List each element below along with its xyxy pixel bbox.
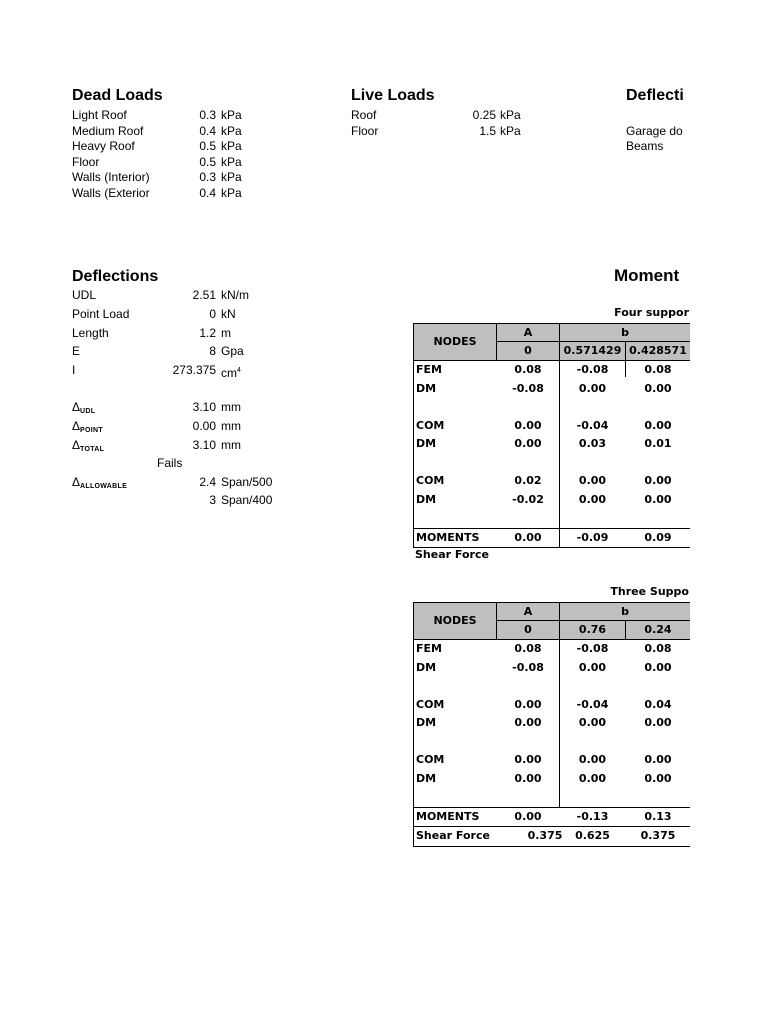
cell: 0.08 [514, 363, 542, 376]
moment-title: Moment [614, 266, 680, 285]
delta-allowable-unit: Span/500 [221, 474, 273, 489]
delta-subscript: POINT [80, 427, 103, 434]
delta-allowable-alt-value: 3 [209, 493, 216, 507]
row-label: MOMENTS [416, 530, 480, 544]
dead-load-value: 0.3 [199, 108, 216, 122]
cell: -0.04 [576, 697, 609, 711]
node-a-df: 0 [497, 342, 560, 360]
table-row [414, 435, 690, 454]
udl-unit: kN/m [221, 288, 249, 302]
cell: 0.00 [644, 716, 672, 729]
dead-load-label: Light Roof [72, 108, 127, 122]
length-label: Length [72, 325, 109, 340]
cell: 0.00 [578, 381, 607, 395]
column-divider [559, 361, 560, 547]
cell: 0.00 [644, 418, 672, 432]
nodes-header: NODES [414, 324, 497, 360]
cell: 0.625 [575, 829, 610, 842]
dead-load-value: 0.4 [199, 123, 216, 138]
row-label: DM [416, 381, 437, 395]
table-row [414, 714, 690, 733]
e-label: E [72, 344, 81, 358]
i-unit-base: cm [221, 366, 237, 380]
live-load-unit: kPa [500, 108, 521, 122]
e-unit: Gpa [221, 344, 244, 358]
row-label: COM [416, 474, 445, 487]
table-header [414, 324, 690, 361]
cell: -0.08 [512, 660, 544, 674]
dead-load-label: Heavy Roof [72, 139, 135, 153]
delta-udl-unit: mm [221, 400, 241, 414]
spacer-row [414, 398, 690, 417]
cell: 0.00 [514, 771, 542, 785]
live-load-label: Floor [351, 123, 379, 138]
table-row [414, 640, 690, 659]
cell: -0.13 [576, 809, 609, 823]
delta-total-label [72, 438, 104, 457]
cell: 0.08 [644, 642, 672, 655]
node-b-df-right: 0.428571 [629, 344, 687, 357]
delta-point-value: 0.00 [192, 419, 216, 433]
dead-load-value: 0.5 [199, 139, 216, 153]
live-loads-title: Live Loads [351, 87, 435, 104]
dead-load-unit: kPa [221, 123, 242, 138]
dead-load-unit: kPa [221, 185, 242, 200]
delta-subscript: UDL [80, 408, 96, 415]
cell: 0.00 [644, 381, 672, 395]
cell: 0.00 [514, 530, 542, 544]
deflection-status: Fails [157, 456, 183, 470]
dead-load-label: Floor [72, 154, 100, 169]
live-load-value: 1.5 [479, 123, 496, 138]
row-label: DM [416, 771, 437, 785]
node-b-df-left: 0.571429 [560, 342, 626, 360]
cell: 0.04 [644, 697, 672, 711]
delta-total-unit: mm [221, 437, 241, 452]
delta-allowable-alt-unit: Span/400 [221, 493, 273, 507]
point-load-value: 0 [209, 307, 216, 321]
node-a-header: A [497, 603, 560, 621]
four-support-caption: Four suppor [614, 306, 689, 319]
length-value: 1.2 [199, 325, 216, 340]
cell: 0.00 [644, 771, 672, 785]
cell: -0.08 [512, 381, 544, 395]
spacer-row [414, 509, 690, 528]
cell: 0.01 [644, 437, 672, 450]
table-row [414, 491, 690, 510]
cell: 0.00 [514, 753, 542, 766]
dead-load-unit: kPa [221, 139, 242, 153]
row-label: FEM [416, 363, 442, 376]
delta-symbol: Δ [72, 474, 81, 489]
dead-load-label: Walls (Interior) [72, 170, 150, 184]
dead-load-value: 0.4 [199, 185, 216, 200]
moments-row [414, 807, 690, 828]
delta-subscript: ALLOWABLE [80, 482, 128, 490]
column-divider [559, 640, 560, 808]
deflection-limits-title: Deflecti [626, 87, 684, 104]
delta-symbol: Δ [72, 400, 81, 414]
shear-force-row [414, 827, 690, 846]
node-b-df-left: 0.76 [560, 621, 626, 639]
dead-load-value: 0.5 [199, 154, 216, 169]
delta-allowable-label [72, 475, 127, 494]
cell: 0.03 [578, 437, 607, 450]
udl-label: UDL [72, 288, 97, 302]
i-value: 273.375 [172, 363, 216, 377]
three-support-table [413, 602, 690, 847]
cell: 0.09 [644, 530, 672, 544]
cell: 0.00 [644, 492, 672, 506]
cell: 0.00 [644, 474, 672, 487]
cell: -0.04 [576, 418, 609, 432]
delta-symbol: Δ [72, 419, 81, 433]
cell-divider [625, 361, 626, 377]
cell: 0.00 [644, 660, 672, 674]
delta-point-label [72, 419, 103, 438]
live-load-value: 0.25 [472, 108, 496, 122]
nodes-header: NODES [414, 603, 497, 639]
delta-udl-value: 3.10 [192, 400, 216, 414]
live-load-label: Roof [351, 108, 377, 122]
moments-row [414, 528, 690, 548]
delta-symbol: Δ [72, 437, 81, 452]
shear-force-label: Shear Force [415, 548, 489, 561]
row-label: COM [416, 418, 445, 432]
cell: -0.02 [512, 492, 544, 506]
cell: 0.00 [514, 437, 542, 450]
i-label: I [72, 363, 76, 377]
udl-value: 2.51 [192, 288, 216, 302]
row-label: COM [416, 697, 445, 711]
cell: 0.00 [578, 716, 607, 729]
node-b-df-right: 0.24 [644, 623, 672, 636]
e-value: 8 [209, 344, 216, 358]
cell: 0.00 [578, 753, 607, 766]
delta-udl-label [72, 400, 95, 419]
i-unit [221, 363, 241, 381]
cell: -0.09 [576, 530, 609, 544]
row-label: DM [416, 660, 437, 674]
row-label: COM [416, 753, 445, 766]
spacer-row [414, 733, 690, 752]
cell: 0.00 [514, 697, 542, 711]
cell: -0.08 [576, 642, 609, 655]
length-unit: m [221, 325, 231, 340]
row-label: Shear Force [416, 829, 490, 842]
point-load-unit: kN [221, 307, 236, 321]
row-label: DM [416, 437, 437, 450]
table-row [414, 472, 690, 491]
deflection-limit-label: Beams [626, 139, 664, 153]
spacer-row [414, 677, 690, 696]
point-load-label: Point Load [72, 307, 130, 321]
dead-load-value: 0.3 [199, 170, 216, 184]
row-label: DM [416, 492, 437, 506]
cell: 0.375 [527, 829, 563, 842]
delta-subscript: TOTAL [80, 445, 105, 453]
node-a-header: A [497, 324, 560, 342]
dead-load-unit: kPa [221, 154, 242, 169]
dead-loads-title: Dead Loads [72, 87, 163, 104]
cell: 0.13 [644, 809, 672, 823]
node-a-df: 0 [497, 621, 560, 639]
dead-load-label: Walls (Exterior [72, 185, 150, 200]
dead-load-label: Medium Roof [72, 123, 144, 138]
cell: 0.00 [578, 771, 607, 785]
node-b-header: b [560, 324, 690, 342]
row-label: MOMENTS [416, 809, 480, 823]
i-unit-exponent: 4 [237, 367, 241, 374]
cell: 0.00 [644, 753, 672, 766]
cell: 0.08 [514, 642, 542, 655]
table-row [414, 659, 690, 678]
delta-total-value: 3.10 [192, 437, 216, 452]
row-label: FEM [416, 642, 442, 655]
spacer-row [414, 788, 690, 807]
cell: 0.375 [640, 829, 676, 842]
cell: 0.08 [644, 363, 672, 376]
delta-allowable-value: 2.4 [199, 474, 216, 489]
row-label: DM [416, 716, 437, 729]
cell: 0.00 [578, 474, 607, 487]
table-header [414, 603, 690, 640]
dead-load-unit: kPa [221, 108, 242, 122]
table-row [414, 751, 690, 770]
cell: 0.00 [578, 660, 607, 674]
table-row [414, 380, 690, 399]
cell: 0.00 [514, 809, 542, 823]
dead-load-unit: kPa [221, 170, 242, 184]
table-row [414, 696, 690, 715]
cell: 0.00 [514, 716, 542, 729]
table-row [414, 417, 690, 436]
deflection-limit-label: Garage do [626, 123, 683, 138]
cell: 0.00 [514, 418, 542, 432]
spacer-row [414, 454, 690, 473]
delta-point-unit: mm [221, 419, 241, 433]
table-row [414, 770, 690, 789]
four-support-table [413, 323, 690, 548]
cell: 0.02 [514, 474, 542, 487]
cell: -0.08 [576, 363, 609, 376]
deflections-title: Deflections [72, 268, 159, 285]
three-support-caption: Three Suppo [610, 585, 689, 598]
live-load-unit: kPa [500, 123, 521, 138]
cell: 0.00 [578, 492, 607, 506]
node-b-header: b [560, 603, 690, 621]
table-row [414, 361, 690, 380]
